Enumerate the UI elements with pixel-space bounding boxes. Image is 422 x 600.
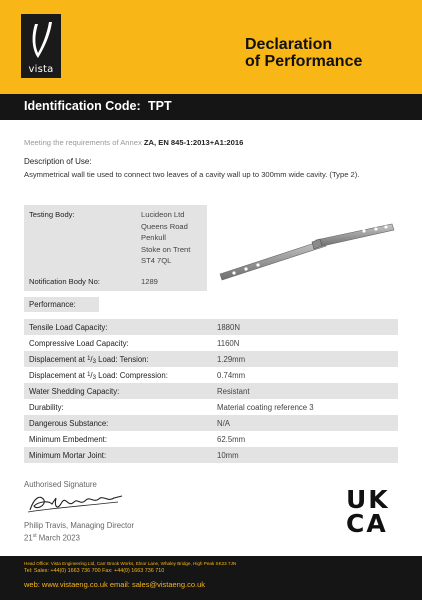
standard-reference: ZA, EN 845-1:2013+A1:2016 — [143, 138, 244, 147]
testing-body-label: Testing Body: — [29, 210, 75, 219]
row-value: 1.29mm — [217, 355, 246, 364]
row-key: Compressive Load Capacity: — [29, 339, 129, 348]
table-row — [24, 399, 398, 415]
footer-telephone: Tel: Sales: +44(0) 1663 736 700 Fax: +44(0) 1663 736 710 — [24, 568, 165, 574]
table-row — [24, 383, 398, 399]
row-value: 10mm — [217, 451, 239, 460]
page-title — [245, 36, 362, 70]
logo-text: vista — [28, 64, 54, 75]
address-line: Lucideon Ltd — [141, 210, 185, 219]
row-key-suffix: Load: Tension: — [95, 355, 149, 364]
fraction-numerator: 1 — [87, 372, 91, 378]
footer-bar — [0, 556, 422, 600]
notification-body-number: 1289 — [141, 277, 158, 286]
fraction-denominator: 3 — [92, 375, 96, 381]
row-value: 1880N — [217, 323, 240, 332]
row-value: N/A — [217, 419, 230, 428]
row-value: Material coating reference 3 — [217, 403, 314, 412]
ukca-line-1: UK — [346, 485, 390, 514]
date-suffix: st — [32, 533, 37, 539]
vista-logo-icon — [21, 14, 61, 66]
row-key: Water Shedding Capacity: — [29, 387, 120, 396]
vista-logo — [21, 14, 61, 78]
row-value: Resistant — [217, 387, 250, 396]
notification-body-label: Notification Body No: — [29, 277, 100, 286]
requirements-prefix: Meeting the requirements of Annex — [24, 138, 142, 147]
row-value: 62.5mm — [217, 435, 246, 444]
footer-web-email: web: www.vistaeng.co.uk email: sales@vistaeng.co.uk — [24, 580, 206, 589]
row-key: Tensile Load Capacity: — [29, 323, 108, 332]
testing-body-panel — [24, 205, 207, 291]
signer-name: Philip Travis, Managing Director — [24, 521, 135, 530]
signature-date — [24, 533, 80, 543]
performance-table — [24, 319, 398, 463]
table-row — [24, 447, 398, 463]
ukca-mark — [346, 485, 404, 538]
address-line: Penkull — [141, 233, 166, 242]
description-text: Asymmetrical wall tie used to connect two leaves of a cavity wall up to 300mm wide cavity. (Type 2). — [24, 170, 360, 179]
row-key-suffix: Load: Compression: — [95, 371, 168, 380]
row-key: Dangerous Substance: — [29, 419, 109, 428]
identification-code: TPT — [148, 99, 172, 113]
row-value: 0.74mm — [217, 371, 246, 380]
row-key: Minimum Embedment: — [29, 435, 107, 444]
address-line: ST4 7QL — [141, 256, 172, 265]
table-row — [24, 367, 398, 383]
address-line: Stoke on Trent — [141, 244, 191, 254]
fraction-denominator: 3 — [92, 359, 96, 365]
testing-body-address — [141, 209, 190, 267]
performance-label: Performance: — [24, 297, 99, 312]
signature-label: Authorised Signature — [24, 480, 97, 489]
wall-tie-product-image — [214, 220, 404, 290]
row-key-prefix: Displacement at — [29, 355, 88, 364]
description-title: Description of Use: — [24, 157, 92, 166]
table-row — [24, 415, 398, 431]
title-line-2: of Performance — [245, 53, 363, 70]
header-bar — [0, 0, 422, 94]
ukca-line-2: CA — [346, 509, 388, 538]
date-rest: March 2023 — [36, 533, 80, 543]
table-row — [24, 335, 398, 351]
table-row — [24, 351, 398, 367]
title-line-1: Declaration — [245, 36, 333, 53]
handwritten-signature — [22, 488, 132, 518]
row-key: Durability: — [29, 403, 64, 412]
row-key: Displacement at $^1/_3$ Load: Tension: — [29, 355, 149, 365]
date-day: 21 — [24, 533, 33, 543]
footer-address: Head Office: Vista Engineering Ltd, Carr Brook Works, Elnor Lane, Whaley Bridge, High Peak SK23 7JN — [24, 561, 237, 566]
row-value: 1160N — [217, 339, 240, 348]
row-key: Minimum Mortar Joint: — [29, 451, 107, 460]
fraction-numerator: 1 — [87, 356, 91, 362]
row-key: Displacement at $^1/_3$ Load: Compression: — [29, 371, 168, 381]
identification-label: Identification Code: — [24, 99, 141, 113]
identification-bar — [0, 94, 422, 120]
address-line: Queens Road — [141, 221, 188, 231]
requirements-line — [24, 138, 243, 147]
table-row — [24, 319, 398, 335]
table-row — [24, 431, 398, 447]
row-key-prefix: Displacement at — [29, 371, 88, 380]
